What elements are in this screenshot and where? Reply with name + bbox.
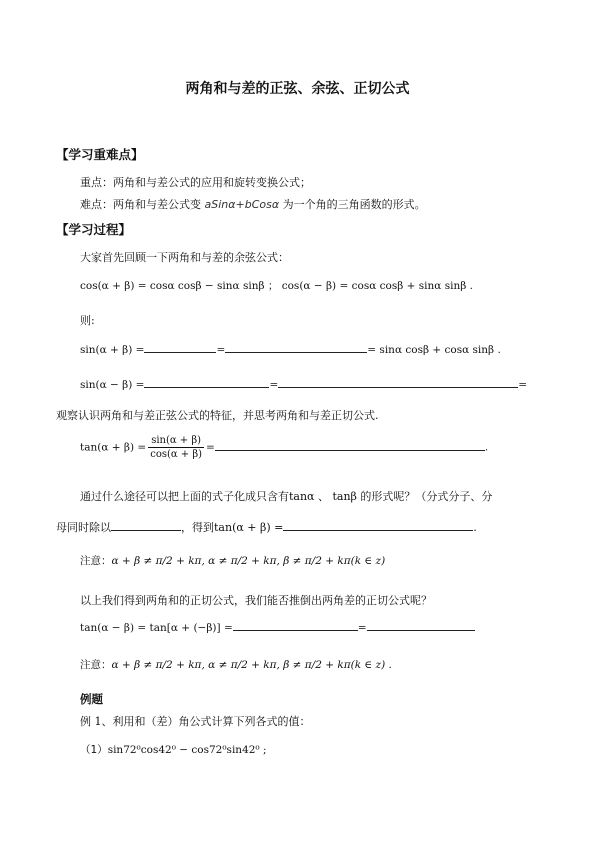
examples-heading: 例题 bbox=[80, 692, 103, 706]
sin-diff-blank-2[interactable] bbox=[278, 377, 518, 388]
example-1-1-expression: sin72⁰cos42⁰ − cos72⁰sin42⁰ ; bbox=[107, 744, 267, 756]
method-line-2 bbox=[56, 519, 477, 535]
sin-diff-lhs: sin(α − β) = bbox=[80, 379, 145, 391]
focus-text: 重点：两角和与差公式的应用和旋转变换公式； bbox=[80, 176, 311, 189]
note-2 bbox=[80, 657, 392, 672]
method-line-1: 通过什么途径可以把上面的式子化成只含有tanα 、 tanβ 的形式呢？（分式分子、分 bbox=[80, 490, 493, 503]
tan-diff-line bbox=[80, 620, 475, 634]
process-heading: 【学习过程】 bbox=[56, 222, 132, 237]
note-1 bbox=[80, 553, 385, 568]
example-1-1 bbox=[80, 742, 267, 757]
review-intro: 大家首先回顾一下两角和与差的余弦公式： bbox=[80, 251, 289, 264]
tan-sum-eq: = bbox=[206, 441, 215, 454]
method-line-2-c: . bbox=[473, 521, 477, 534]
method-line-2-b: ，得到tan(α + β) = bbox=[181, 521, 284, 534]
method-line-2-a: 母同时除以 bbox=[56, 521, 111, 534]
tan-diff-lhs: tan(α − β) = tan[α + (−β)] = bbox=[80, 622, 233, 634]
sin-sum-rhs: = sinα cosβ + cosα sinβ . bbox=[367, 344, 501, 356]
tan-sum-result-blank[interactable] bbox=[283, 520, 473, 531]
divide-by-blank[interactable] bbox=[111, 520, 181, 531]
tan-sum-blank[interactable] bbox=[215, 440, 485, 451]
difficulty-prefix: 难点：两角和与差公式变 bbox=[80, 198, 205, 211]
example-1-1-label: （1） bbox=[80, 744, 108, 756]
difficulty-text bbox=[80, 196, 426, 212]
derive-question: 以上我们得到两角和的正切公式，我们能否推倒出两角差的正切公式呢？ bbox=[80, 594, 432, 607]
difficulty-suffix: 为一个角的三角函数的形式。 bbox=[279, 198, 426, 211]
note-2-label: 注意： bbox=[80, 659, 112, 671]
tan-sum-numerator: sin(α + β) bbox=[148, 434, 204, 448]
sin-sum-eq: = bbox=[216, 344, 226, 356]
page-title: 两角和与差的正弦、余弦、正切公式 bbox=[185, 81, 410, 97]
sin-sum-lhs: sin(α + β) = bbox=[80, 344, 145, 356]
tan-sum-lhs: tan(α + β) = bbox=[80, 441, 147, 454]
tan-sum-fraction bbox=[148, 434, 204, 461]
tan-sum-denominator: cos(α + β) bbox=[150, 449, 203, 460]
sin-sum-blank-1[interactable] bbox=[144, 342, 216, 353]
sin-sum-line bbox=[80, 342, 501, 356]
sin-diff-end: = bbox=[518, 379, 528, 391]
example-1: 例 1、利用和（差）角公式计算下列各式的值： bbox=[80, 715, 311, 728]
tan-sum-line bbox=[80, 434, 488, 461]
tan-diff-blank-1[interactable] bbox=[233, 620, 358, 631]
sin-diff-blank-1[interactable] bbox=[144, 377, 269, 388]
tan-diff-blank-2[interactable] bbox=[367, 620, 475, 631]
note-1-expression: α + β ≠ π/2 + kπ, α ≠ π/2 + kπ, β ≠ π/2 + kπ(k ∈ z) bbox=[111, 555, 386, 567]
sin-diff-line bbox=[80, 377, 527, 391]
note-2-expression: α + β ≠ π/2 + kπ, α ≠ π/2 + kπ, β ≠ π/2 + kπ(k ∈ z) . bbox=[111, 659, 392, 671]
observe-text: 观察认识两角和与差正弦公式的特征，并思考两角和与差正切公式. bbox=[56, 409, 379, 422]
cos-formulas: cos(α + β) = cosα cosβ − sinα sinβ ； cos(α − β) = cosα cosβ + sinα sinβ . bbox=[80, 280, 473, 292]
key-points-heading: 【学习重难点】 bbox=[56, 147, 144, 162]
tan-sum-end: . bbox=[484, 441, 489, 454]
tan-diff-eq: = bbox=[357, 622, 367, 634]
note-1-label: 注意： bbox=[80, 555, 112, 567]
then-label: 则: bbox=[80, 314, 95, 327]
sin-sum-blank-2[interactable] bbox=[225, 342, 367, 353]
difficulty-expression: aSinα+bCosα bbox=[204, 198, 280, 211]
sin-diff-eq: = bbox=[269, 379, 279, 391]
